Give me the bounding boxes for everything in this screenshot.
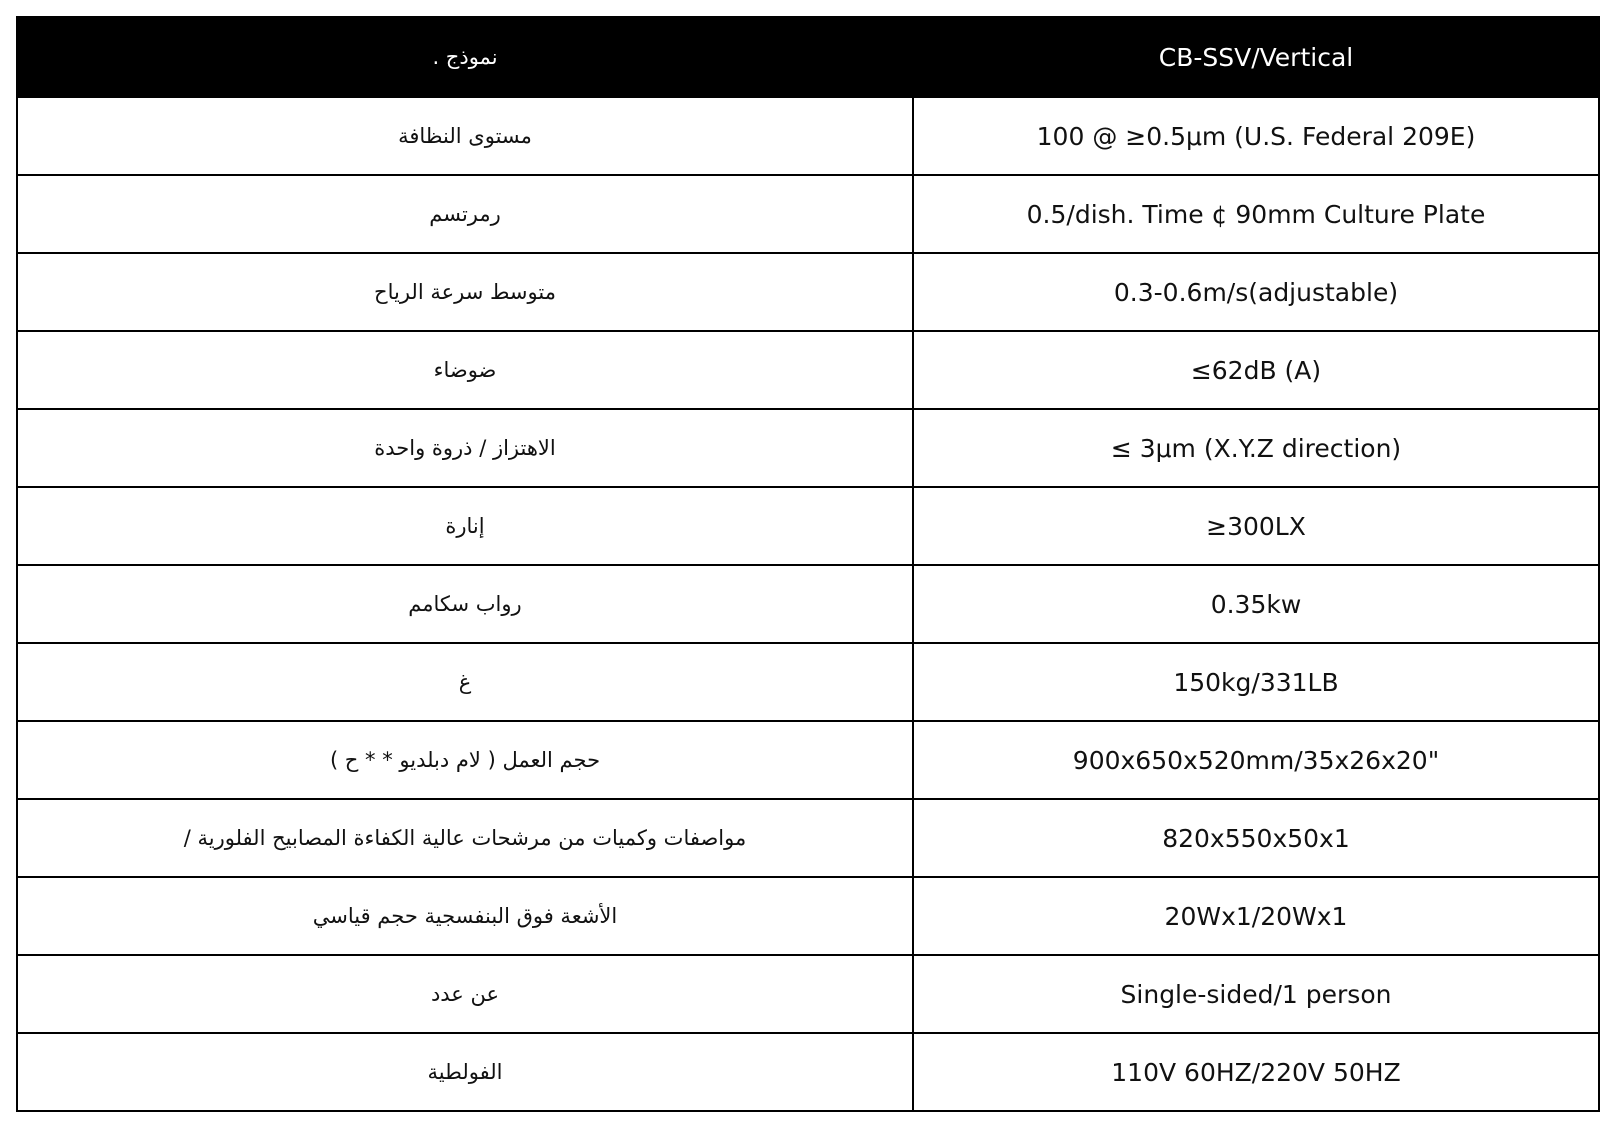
value-cell: 110V 60HZ/220V 50HZ	[913, 1033, 1599, 1111]
value-cell: 0.3-0.6m/s(adjustable)	[913, 253, 1599, 331]
table-row	[17, 1033, 1599, 1111]
value-cell: 150kg/331LB	[913, 643, 1599, 721]
header-row	[17, 17, 1599, 97]
table-row	[17, 331, 1599, 409]
table-row	[17, 721, 1599, 799]
value-cell: ≤62dB (A)	[913, 331, 1599, 409]
param-cell: الأشعة فوق البنفسجية حجم قياسي	[17, 877, 913, 955]
param-cell: مستوى النظافة	[17, 97, 913, 175]
table-row	[17, 253, 1599, 331]
value-cell: 0.35kw	[913, 565, 1599, 643]
table-row	[17, 97, 1599, 175]
table-row	[17, 565, 1599, 643]
value-cell: ≥300LX	[913, 487, 1599, 565]
param-cell: الاهتزاز / ذروة واحدة	[17, 409, 913, 487]
header-param-cell: نموذج .	[17, 17, 913, 97]
spec-table	[16, 16, 1600, 1112]
table-row	[17, 799, 1599, 877]
param-cell: متوسط سرعة الرياح	[17, 253, 913, 331]
value-cell: 20Wx1/20Wx1	[913, 877, 1599, 955]
param-cell: إنارة	[17, 487, 913, 565]
param-cell: رواب سكامم	[17, 565, 913, 643]
table-row	[17, 877, 1599, 955]
value-cell: 820x550x50x1	[913, 799, 1599, 877]
spec-table-body	[17, 97, 1599, 1111]
param-cell: رمرتسم	[17, 175, 913, 253]
table-row	[17, 409, 1599, 487]
param-cell: حجم العمل ( لام دبلديو * * ح )	[17, 721, 913, 799]
param-cell: مواصفات وكميات من مرشحات عالية الكفاءة المصابيح الفلورية /	[17, 799, 913, 877]
param-cell: عن عدد	[17, 955, 913, 1033]
value-cell: Single-sided/1 person	[913, 955, 1599, 1033]
spec-table-header	[17, 17, 1599, 97]
value-cell: 900x650x520mm/35x26x20"	[913, 721, 1599, 799]
param-cell: الفولطية	[17, 1033, 913, 1111]
value-cell: ≤ 3μm (X.Y.Z direction)	[913, 409, 1599, 487]
value-cell: 100 @ ≥0.5μm (U.S. Federal 209E)	[913, 97, 1599, 175]
table-row	[17, 955, 1599, 1033]
table-row	[17, 643, 1599, 721]
value-cell: 0.5/dish. Time ¢ 90mm Culture Plate	[913, 175, 1599, 253]
table-row	[17, 175, 1599, 253]
param-cell: ضوضاء	[17, 331, 913, 409]
param-cell: غ	[17, 643, 913, 721]
header-value-cell: CB-SSV/Vertical	[913, 17, 1599, 97]
table-row	[17, 487, 1599, 565]
